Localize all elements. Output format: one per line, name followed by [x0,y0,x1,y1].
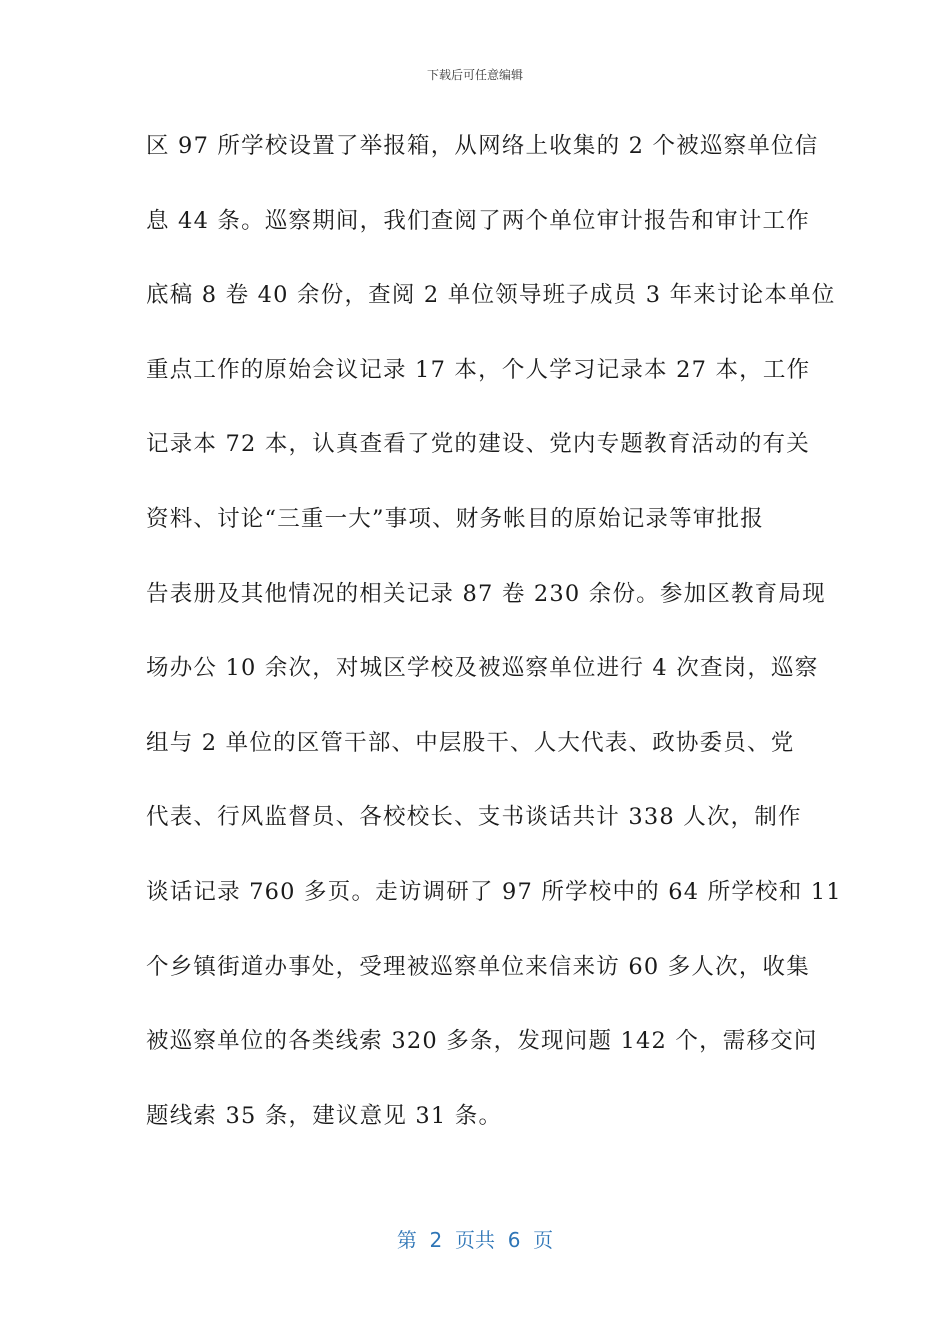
body-line: 区 97 所学校设置了举报箱，从网络上收集的 2 个被巡察单位信 [146,133,819,159]
body-line: 告表册及其他情况的相关记录 87 卷 230 余份。参加区教育局现 [146,580,826,607]
page-number: 第 2 页共 6 页 [396,1228,554,1252]
body-line: 重点工作的原始会议记录 17 本，个人学习记录本 27 本，工作 [146,356,811,383]
body-line: 场办公 10 余次，对城区学校及被巡察单位进行 4 次查岗，巡察 [146,655,819,682]
body-line: 资料、讨论“三重一大”事项、财务帐目的原始记录等审批报 [146,505,764,532]
body-line: 底稿 8 卷 40 余份，查阅 2 单位领导班子成员 3 年来讨论本单位 [146,282,836,309]
body-line: 被巡察单位的各类线索 320 多条，发现问题 142 个，需移交问 [146,1028,818,1055]
body-line: 组与 2 单位的区管干部、中层股干、人大代表、政协委员、党 [146,729,795,756]
body-line: 个乡镇街道办事处，受理被巡察单位来信来访 60 多人次，收集 [146,953,810,980]
body-text [146,126,842,1170]
body-line: 息 44 条。巡察期间，我们查阅了两个单位审计报告和审计工作 [146,207,810,234]
body-line: 记录本 72 本，认真查看了党的建设、党内专题教育活动的有关 [146,431,810,458]
body-line: 代表、行风监督员、各校校长、支书谈话共计 338 人次，制作 [146,804,802,831]
page-footer [0,1224,950,1253]
body-line: 题线索 35 条，建议意见 31 条。 [146,1102,503,1129]
body-line: 谈话记录 760 多页。走访调研了 97 所学校中的 64 所学校和 11 [146,878,842,905]
page-header: 下载后可任意编辑 [426,68,523,82]
